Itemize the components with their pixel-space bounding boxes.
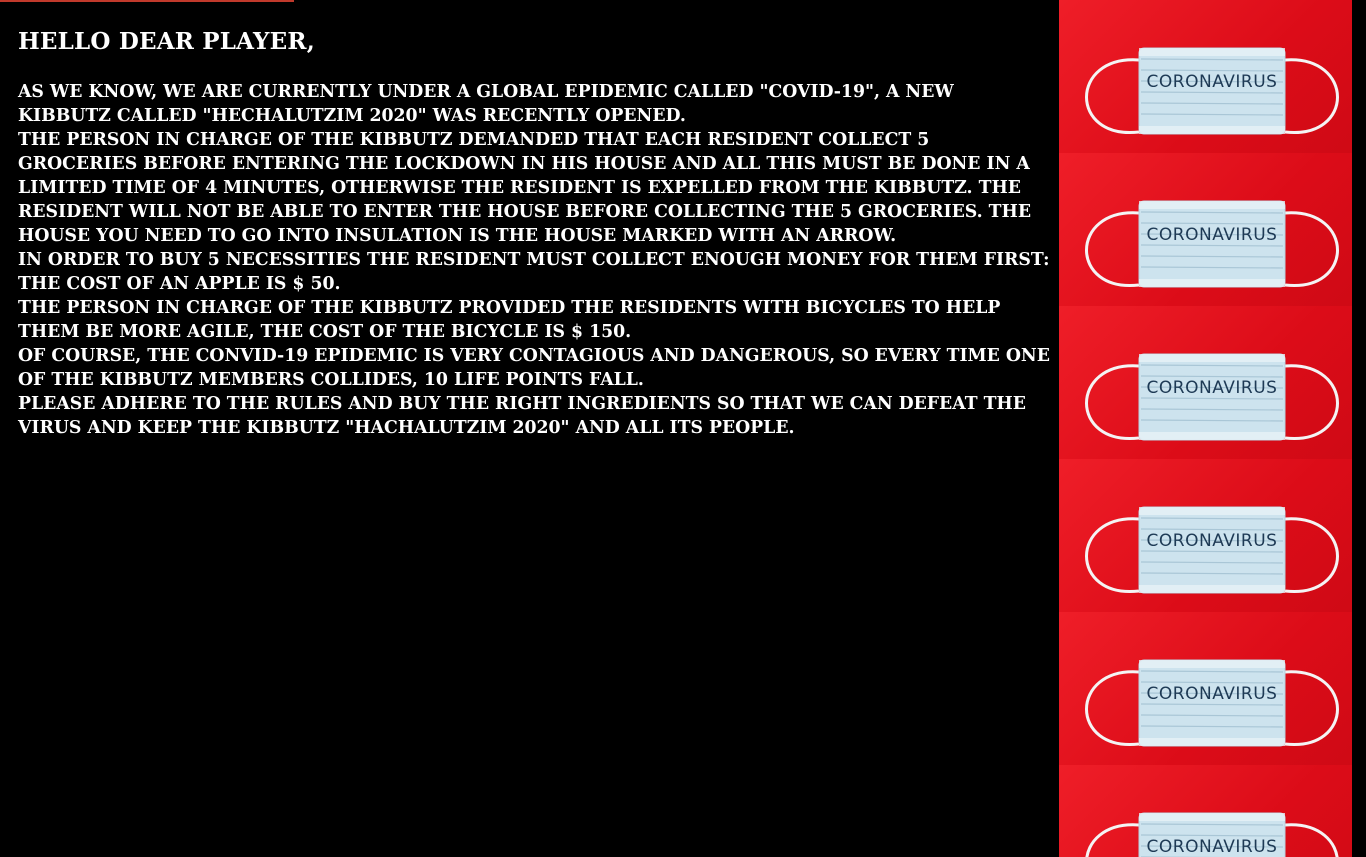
mask-label: CORONAVIRUS: [1146, 378, 1278, 398]
mask-label: CORONAVIRUS: [1146, 684, 1278, 704]
story-line: VIRUS AND KEEP THE KIBBUTZ "HACHALUTZIM 2020" AND ALL ITS PEOPLE.: [18, 418, 795, 438]
story-line: GROCERIES BEFORE ENTERING THE LOCKDOWN IN HIS HOUSE AND ALL THIS MUST BE DONE IN A: [18, 154, 1030, 174]
greeting-heading: HELLO DEAR PLAYER,: [18, 28, 315, 55]
mask-label: CORONAVIRUS: [1146, 531, 1278, 551]
story-line: THE PERSON IN CHARGE OF THE KIBBUTZ PROVIDED THE RESIDENTS WITH BICYCLES TO HELP: [18, 298, 1001, 318]
story-line: OF THE KIBBUTZ MEMBERS COLLIDES, 10 LIFE POINTS FALL.: [18, 370, 644, 390]
story-line: LIMITED TIME OF 4 MINUTES, OTHERWISE THE RESIDENT IS EXPELLED FROM THE KIBBUTZ. THE: [18, 178, 1021, 198]
coronavirus-mask-image-strip: [1059, 0, 1352, 857]
mask-label: CORONAVIRUS: [1146, 837, 1278, 857]
story-line: THEM BE MORE AGILE, THE COST OF THE BICYCLE IS $ 150.: [18, 322, 632, 342]
story-line: PLEASE ADHERE TO THE RULES AND BUY THE RIGHT INGREDIENTS SO THAT WE CAN DEFEAT THE: [18, 394, 1026, 414]
story-line: KIBBUTZ CALLED "HECHALUTZIM 2020" WAS RECENTLY OPENED.: [18, 106, 686, 126]
instructions-panel: [18, 26, 1048, 440]
story-line: RESIDENT WILL NOT BE ABLE TO ENTER THE HOUSE BEFORE COLLECTING THE 5 GROCERIES. THE: [18, 202, 1032, 222]
mask-tile: [1059, 306, 1352, 459]
story-line: THE COST OF AN APPLE IS $ 50.: [18, 274, 341, 294]
mask-label: CORONAVIRUS: [1146, 72, 1278, 92]
story-line: AS WE KNOW, WE ARE CURRENTLY UNDER A GLOBAL EPIDEMIC CALLED "COVID-19", A NEW: [18, 82, 954, 102]
mask-tile: [1059, 0, 1352, 153]
story-line: IN ORDER TO BUY 5 NECESSITIES THE RESIDENT MUST COLLECT ENOUGH MONEY FOR THEM FIRST:: [18, 250, 1050, 270]
mask-label: CORONAVIRUS: [1146, 225, 1278, 245]
story-line: HOUSE YOU NEED TO GO INTO INSULATION IS THE HOUSE MARKED WITH AN ARROW.: [18, 226, 897, 246]
mask-tile: [1059, 765, 1352, 857]
story-line: THE PERSON IN CHARGE OF THE KIBBUTZ DEMANDED THAT EACH RESIDENT COLLECT 5: [18, 130, 930, 150]
mask-tile: [1059, 153, 1352, 306]
top-accent-bar: [0, 0, 294, 2]
story-line: OF COURSE, THE CONVID-19 EPIDEMIC IS VERY CONTAGIOUS AND DANGEROUS, SO EVERY TIME ONE: [18, 346, 1050, 366]
mask-tile: [1059, 612, 1352, 765]
mask-tile: [1059, 459, 1352, 612]
story-text: [18, 80, 1048, 440]
